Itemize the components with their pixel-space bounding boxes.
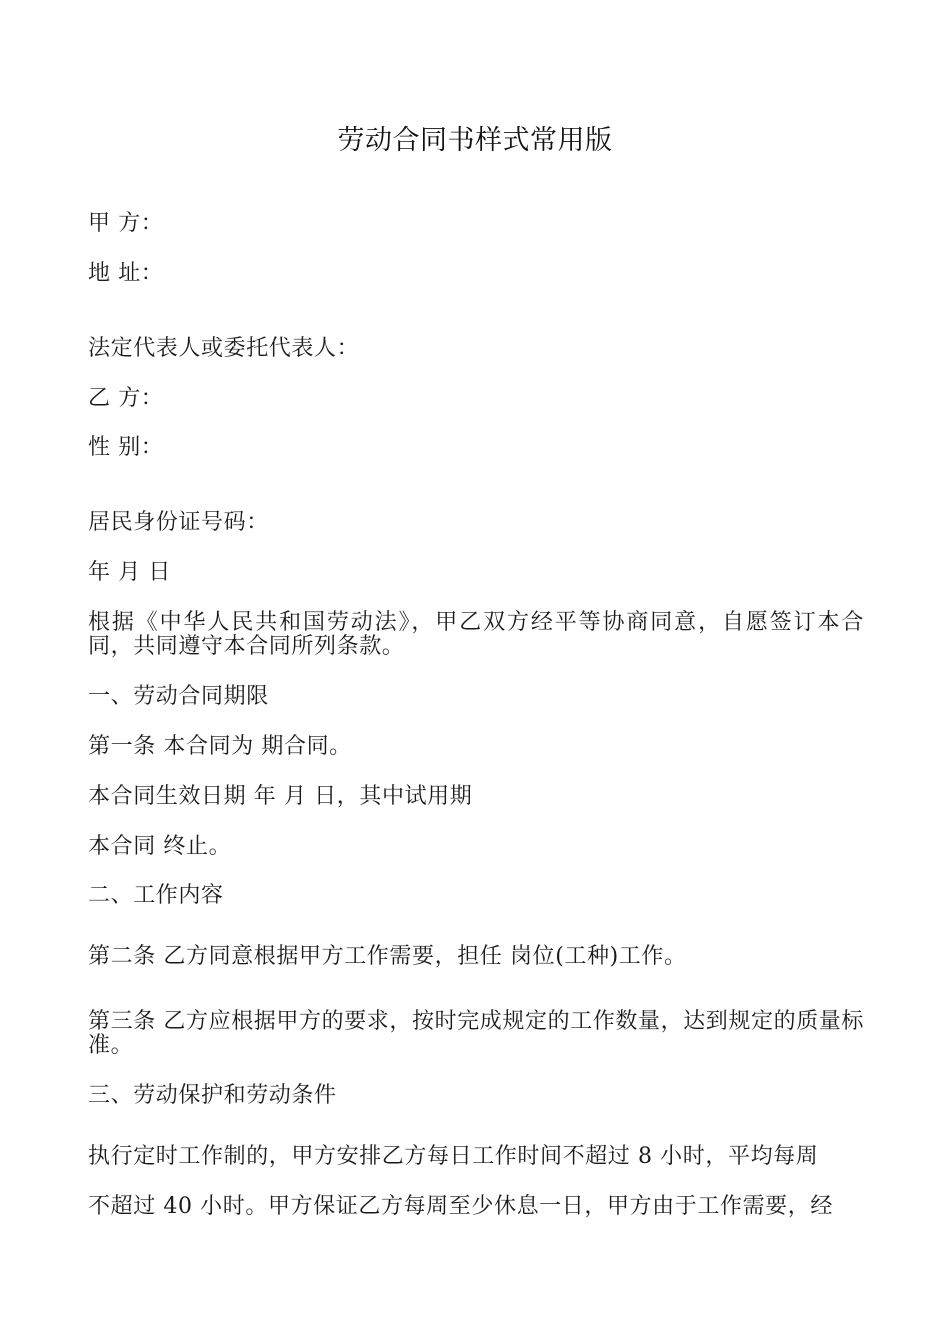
section3-line1: 执行定时工作制的，甲方安排乙方每日工作时间不超过 8 小时，平均每周 [88, 1144, 819, 1169]
section3-line2: 不超过 40 小时。甲方保证乙方每周至少休息一日，甲方由于工作需要，经 [88, 1194, 833, 1219]
section3-heading: 三、劳动保护和劳动条件 [88, 1083, 337, 1108]
field-address: 地 址： [88, 261, 164, 286]
section2-heading: 二、工作内容 [88, 883, 224, 908]
article3: 第三条 乙方应根据甲方的要求，按时完成规定的工作数量，达到规定的质量标准。 [88, 1009, 864, 1058]
field-date: 年 月 日 [88, 560, 171, 585]
field-gender: 性 别： [88, 435, 164, 460]
field-representative: 法定代表人或委托代表人： [88, 336, 360, 361]
termination-line: 本合同 终止。 [88, 834, 232, 859]
field-party-b: 乙 方： [88, 386, 164, 411]
section1-heading: 一、劳动合同期限 [88, 684, 269, 709]
article2: 第二条 乙方同意根据甲方工作需要，担任 岗位(工种)工作。 [88, 944, 687, 969]
field-id-number: 居民身份证号码： [88, 510, 269, 535]
field-party-a: 甲 方： [88, 211, 164, 236]
intro-paragraph: 根据《中华人民共和国劳动法》，甲乙双方经平等协商同意，自愿签订本合同，共同遵守本合同所列条款。 [88, 610, 864, 659]
article1: 第一条 本合同为 期合同。 [88, 734, 352, 759]
effective-date-line: 本合同生效日期 年 月 日，其中试用期 [88, 784, 473, 809]
document-title: 劳动合同书样式常用版 [337, 125, 613, 156]
